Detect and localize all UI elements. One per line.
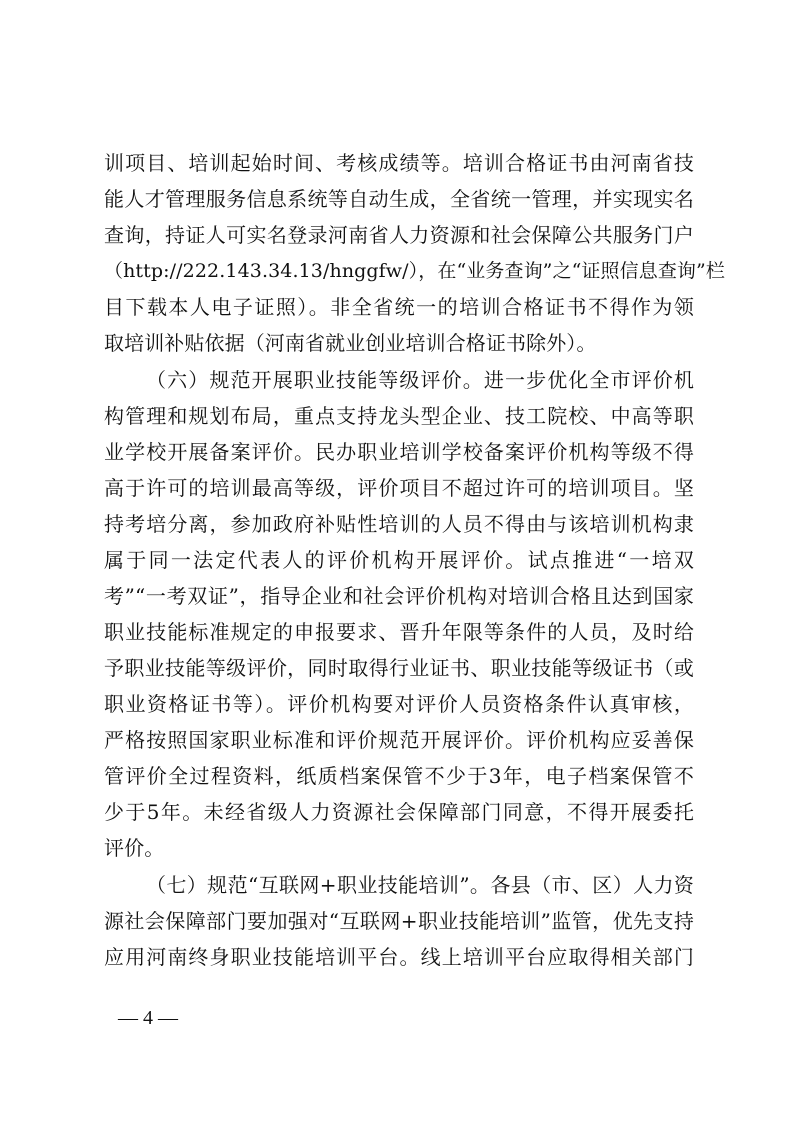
paragraph-line: 严格按照国家职业标准和评价规范开展评价。评价机构应妥善保 [104, 728, 694, 752]
paragraph-line: 能人才管理服务信息系统等自动生成，全省统一管理，并实现实名 [104, 187, 694, 211]
paragraph-line: 考”“一考双证”，指导企业和社会评价机构对培训合格且达到国家 [104, 584, 694, 608]
paragraph-line: 查询，持证人可实名登录河南省人力资源和社会保障公共服务门户 [104, 223, 694, 247]
paragraph-line: 评价。 [104, 836, 165, 860]
paragraph-line: 源社会保障部门要加强对“互联网+职业技能培训”监管，优先支持 [104, 909, 694, 933]
paragraph-line: 予职业技能等级评价，同时取得行业证书、职业技能等级证书（或 [104, 656, 694, 680]
paragraph-line: （http://222.143.34.13/hnggfw/），在“业务查询”之“证照信息查询”栏 [104, 260, 725, 282]
paragraph-line: 管评价全过程资料，纸质档案保管不少于3年，电子档案保管不 [104, 764, 694, 788]
paragraph-line: 职业技能标准规定的申报要求、晋升年限等条件的人员，及时给 [104, 620, 694, 644]
paragraph-line: 少于5年。未经省级人力资源社会保障部门同意，不得开展委托 [104, 800, 694, 824]
section-heading-line: （七）规范“互联网+职业技能培训”。各县（市、区）人力资 [146, 873, 694, 897]
paragraph-line: 构管理和规划布局，重点支持龙头型企业、技工院校、中高等职 [104, 404, 694, 428]
section-heading-line: （六）规范开展职业技能等级评价。进一步优化全市评价机 [146, 368, 694, 392]
paragraph-line: 业学校开展备案评价。民办职业培训学校备案评价机构等级不得 [104, 440, 694, 464]
paragraph-line: 高于许可的培训最高等级，评价项目不超过许可的培训项目。坚 [104, 476, 694, 500]
paragraph-line: 取培训补贴依据（河南省就业创业培训合格证书除外）。 [104, 331, 597, 355]
paragraph-line: 属于同一法定代表人的评价机构开展评价。试点推进“一培双 [104, 548, 694, 572]
page-number: — 4 — [118, 1007, 178, 1029]
paragraph-line: 职业资格证书等）。评价机构要对评价人员资格条件认真审核， [104, 692, 694, 716]
paragraph-line: 应用河南终身职业技能培训平台。线上培训平台应取得相关部门 [104, 945, 694, 969]
paragraph-line: 训项目、培训起始时间、考核成绩等。培训合格证书由河南省技 [104, 151, 694, 175]
paragraph-line: 目下载本人电子证照）。非全省统一的培训合格证书不得作为领 [104, 295, 694, 319]
paragraph-line: 持考培分离，参加政府补贴性培训的人员不得由与该培训机构隶 [104, 512, 694, 536]
